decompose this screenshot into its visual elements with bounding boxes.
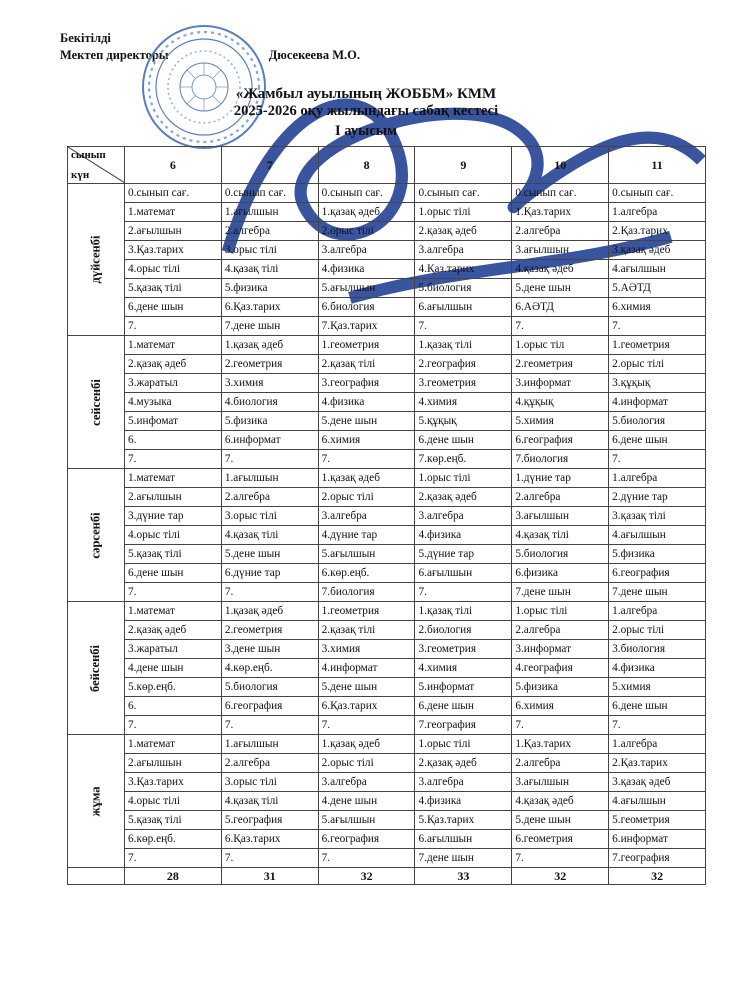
lesson-cell: 5.биология: [221, 678, 318, 697]
lesson-cell: 2.қазақ әдеб: [415, 754, 512, 773]
lesson-cell: 2.Қаз.тарих: [609, 222, 706, 241]
lesson-cell: 1.алгебра: [609, 469, 706, 488]
lesson-cell: 7.биология: [512, 450, 609, 469]
lesson-cell: 5.химия: [512, 412, 609, 431]
lesson-cell: 5.информат: [415, 678, 512, 697]
table-row: [68, 393, 706, 412]
lesson-cell: 1.алгебра: [609, 203, 706, 222]
lesson-cell: 4.ағылшын: [609, 526, 706, 545]
lesson-cell: 2.қазақ тілі: [318, 355, 415, 374]
lesson-cell: 3.алгебра: [318, 241, 415, 260]
lesson-cell: 5.физика: [512, 678, 609, 697]
lesson-cell: 4.көр.еңб.: [221, 659, 318, 678]
lesson-cell: 4.музыка: [125, 393, 222, 412]
lesson-cell: 2.қазақ тілі: [318, 621, 415, 640]
lesson-cell: 0.сынып сағ.: [609, 184, 706, 203]
class-header: 6: [125, 147, 222, 184]
table-row: [68, 203, 706, 222]
lesson-cell: 2.орыс тілі: [609, 621, 706, 640]
lesson-cell: 7.Қаз.тарих: [318, 317, 415, 336]
day-label: сейсенбі: [88, 378, 103, 426]
lesson-cell: 2.алгебра: [221, 222, 318, 241]
lesson-cell: 4.қазақ тілі: [221, 260, 318, 279]
lesson-cell: 6.көр.еңб.: [318, 564, 415, 583]
lesson-cell: 2.орыс тілі: [318, 222, 415, 241]
lesson-cell: 6.ағылшын: [415, 830, 512, 849]
lesson-cell: 7.дене шын: [609, 583, 706, 602]
lesson-cell: 7.: [318, 849, 415, 868]
table-row: [68, 792, 706, 811]
lesson-cell: 1.қазақ әдеб: [221, 336, 318, 355]
lesson-cell: 7.: [221, 583, 318, 602]
lesson-cell: 1.Қаз.тарих: [512, 735, 609, 754]
lesson-cell: 1.қазақ әдеб: [318, 203, 415, 222]
table-row: [68, 184, 706, 203]
lesson-cell: 7.: [221, 849, 318, 868]
lesson-cell: 6.дене шын: [609, 697, 706, 716]
lesson-cell: 2.алгебра: [221, 754, 318, 773]
lesson-cell: 1.орыс тілі: [415, 735, 512, 754]
lesson-cell: 1.қазақ тілі: [415, 602, 512, 621]
lesson-cell: 1.математ: [125, 336, 222, 355]
lesson-cell: 3.алгебра: [415, 773, 512, 792]
lesson-cell: 7.дене шын: [221, 317, 318, 336]
day-cell: [68, 735, 125, 868]
lesson-cell: 6.ағылшын: [415, 564, 512, 583]
lesson-cell: 7.география: [415, 716, 512, 735]
lesson-cell: 4.қазақ тілі: [221, 792, 318, 811]
lesson-cell: 6.көр.еңб.: [125, 830, 222, 849]
lesson-cell: 3.орыс тілі: [221, 507, 318, 526]
lesson-cell: 1.орыс тіл: [512, 336, 609, 355]
table-row: [68, 336, 706, 355]
table-row: [68, 697, 706, 716]
corner-day-label: күн: [71, 169, 90, 181]
lesson-cell: 4.физика: [318, 260, 415, 279]
lesson-cell: 7.: [125, 849, 222, 868]
table-row: [68, 412, 706, 431]
lesson-cell: 7.: [125, 716, 222, 735]
lesson-cell: 3.алгебра: [415, 241, 512, 260]
lesson-cell: 1.орыс тілі: [512, 602, 609, 621]
table-row: [68, 716, 706, 735]
lesson-cell: 5.қазақ тілі: [125, 545, 222, 564]
lesson-cell: 3.география: [318, 374, 415, 393]
lesson-cell: 6.химия: [318, 431, 415, 450]
lesson-cell: 4.химия: [415, 393, 512, 412]
lesson-cell: 4.ағылшын: [609, 260, 706, 279]
director-label: Мектеп директоры: [60, 48, 169, 62]
lesson-cell: 3.ағылшын: [512, 241, 609, 260]
table-row: [68, 469, 706, 488]
lesson-cell: 6.дене шын: [125, 564, 222, 583]
table-row: [68, 488, 706, 507]
lesson-cell: 4.орыс тілі: [125, 792, 222, 811]
lesson-cell: 4.химия: [415, 659, 512, 678]
lesson-cell: 6.Қаз.тарих: [221, 298, 318, 317]
lesson-cell: 5.көр.еңб.: [125, 678, 222, 697]
lesson-cell: 4.қазақ тілі: [512, 526, 609, 545]
lesson-cell: 3.ағылшын: [512, 773, 609, 792]
lesson-cell: 4.ағылшын: [609, 792, 706, 811]
lesson-cell: 6.дене шын: [415, 697, 512, 716]
lesson-cell: 2.орыс тілі: [609, 355, 706, 374]
lesson-cell: 2.қазақ әдеб: [415, 488, 512, 507]
lesson-cell: 6.география: [221, 697, 318, 716]
lesson-cell: 2.қазақ әдеб: [125, 355, 222, 374]
lesson-cell: 5.Қаз.тарих: [415, 811, 512, 830]
lesson-cell: 2.ағылшын: [125, 488, 222, 507]
lesson-cell: 3.биология: [609, 640, 706, 659]
total-cell: 32: [318, 868, 415, 885]
lesson-cell: 3.геометрия: [415, 640, 512, 659]
lesson-cell: 0.сынып сағ.: [318, 184, 415, 203]
shift-title: I ауысым: [335, 123, 397, 139]
lesson-cell: 7.: [512, 849, 609, 868]
table-row: [68, 830, 706, 849]
table-row: [68, 222, 706, 241]
corner-class-label: сынып: [71, 149, 106, 161]
table-row: [68, 811, 706, 830]
day-cell: [68, 336, 125, 469]
lesson-cell: 1.геометрия: [609, 336, 706, 355]
lesson-cell: 6.АӘТД: [512, 298, 609, 317]
class-header: 8: [318, 147, 415, 184]
schedule-title: 2025-2026 оқу жылындағы сабақ кестесі: [233, 103, 499, 119]
lesson-cell: 6.география: [609, 564, 706, 583]
lesson-cell: 7.: [318, 716, 415, 735]
lesson-cell: 5.физика: [221, 412, 318, 431]
totals-label-cell: [68, 868, 125, 885]
lesson-cell: 2.биология: [415, 621, 512, 640]
lesson-cell: 1.алгебра: [609, 602, 706, 621]
lesson-cell: 6.Қаз.тарих: [318, 697, 415, 716]
lesson-cell: 2.ағылшын: [125, 222, 222, 241]
lesson-cell: 5.құқық: [415, 412, 512, 431]
table-row: [68, 564, 706, 583]
lesson-cell: 2.геометрия: [221, 621, 318, 640]
lesson-cell: 7.: [609, 450, 706, 469]
lesson-cell: 3.қазақ әдеб: [609, 773, 706, 792]
lesson-cell: 3.информат: [512, 374, 609, 393]
corner-cell: [68, 147, 125, 184]
table-row: [68, 450, 706, 469]
lesson-cell: 2.қазақ әдеб: [415, 222, 512, 241]
lesson-cell: 1.математ: [125, 735, 222, 754]
totals-row: [68, 868, 706, 885]
lesson-cell: 2.қазақ әдеб: [125, 621, 222, 640]
lesson-cell: 3.химия: [318, 640, 415, 659]
lesson-cell: 5.биология: [609, 412, 706, 431]
lesson-cell: 1.ағылшын: [221, 203, 318, 222]
table-row: [68, 583, 706, 602]
lesson-cell: 4.қазақ тілі: [221, 526, 318, 545]
lesson-cell: 7.: [415, 317, 512, 336]
lesson-cell: 3.дүние тар: [125, 507, 222, 526]
lesson-cell: 5.география: [221, 811, 318, 830]
lesson-cell: 3.жаратыл: [125, 640, 222, 659]
lesson-cell: 1.орыс тілі: [415, 469, 512, 488]
lesson-cell: 0.сынып сағ.: [415, 184, 512, 203]
lesson-cell: 3.ағылшын: [512, 507, 609, 526]
lesson-cell: 2.география: [415, 355, 512, 374]
lesson-cell: 4.биология: [221, 393, 318, 412]
lesson-cell: 7.: [125, 583, 222, 602]
lesson-cell: 2.дүние тар: [609, 488, 706, 507]
table-row: [68, 754, 706, 773]
lesson-cell: 6.химия: [512, 697, 609, 716]
lesson-cell: 4.орыс тілі: [125, 260, 222, 279]
lesson-cell: 7.: [512, 317, 609, 336]
lesson-cell: 2.алгебра: [512, 754, 609, 773]
lesson-cell: 4.дүние тар: [318, 526, 415, 545]
table-row: [68, 298, 706, 317]
lesson-cell: 6.биология: [318, 298, 415, 317]
table-row: [68, 260, 706, 279]
lesson-cell: 7.: [609, 716, 706, 735]
lesson-cell: 7.көр.еңб.: [415, 450, 512, 469]
lesson-cell: 7.: [125, 450, 222, 469]
lesson-cell: 5.дене шын: [512, 811, 609, 830]
day-cell: [68, 602, 125, 735]
lesson-cell: 0.сынып сағ.: [512, 184, 609, 203]
lesson-cell: 5.дене шын: [318, 678, 415, 697]
lesson-cell: 1.дүние тар: [512, 469, 609, 488]
class-header: 10: [512, 147, 609, 184]
lesson-cell: 4.физика: [609, 659, 706, 678]
lesson-cell: 4.орыс тілі: [125, 526, 222, 545]
lesson-cell: 3.алгебра: [318, 507, 415, 526]
lesson-cell: 1.геометрия: [318, 336, 415, 355]
lesson-cell: 4.құқық: [512, 393, 609, 412]
lesson-cell: 1.қазақ әдеб: [221, 602, 318, 621]
table-row: [68, 659, 706, 678]
table-row: [68, 374, 706, 393]
class-header: 7: [221, 147, 318, 184]
lesson-cell: 0.сынып сағ.: [125, 184, 222, 203]
lesson-cell: 6.геометрия: [512, 830, 609, 849]
lesson-cell: 2.алгебра: [512, 488, 609, 507]
lesson-cell: 3.құқық: [609, 374, 706, 393]
lesson-cell: 5.ағылшын: [318, 545, 415, 564]
header-row: [68, 147, 706, 184]
lesson-cell: 4.физика: [415, 526, 512, 545]
approved-label: Бекітілді: [60, 31, 111, 45]
table-row: [68, 431, 706, 450]
lesson-cell: 3.қазақ тілі: [609, 507, 706, 526]
lesson-cell: 5.қазақ тілі: [125, 811, 222, 830]
lesson-cell: 7.география: [609, 849, 706, 868]
lesson-cell: 3.геометрия: [415, 374, 512, 393]
lesson-cell: 5.физика: [221, 279, 318, 298]
lesson-cell: 2.ағылшын: [125, 754, 222, 773]
lesson-cell: 1.қазақ әдеб: [318, 735, 415, 754]
lesson-cell: 3.алгебра: [318, 773, 415, 792]
lesson-cell: 4.физика: [415, 792, 512, 811]
lesson-cell: 7.: [125, 317, 222, 336]
lesson-cell: 6.география: [318, 830, 415, 849]
lesson-cell: 5.дүние тар: [415, 545, 512, 564]
lesson-cell: 1.орыс тілі: [415, 203, 512, 222]
total-cell: 32: [609, 868, 706, 885]
lesson-cell: 2.орыс тілі: [318, 488, 415, 507]
table-row: [68, 241, 706, 260]
lesson-cell: 4.география: [512, 659, 609, 678]
day-cell: [68, 469, 125, 602]
lesson-cell: 1.математ: [125, 203, 222, 222]
total-cell: 28: [125, 868, 222, 885]
total-cell: 31: [221, 868, 318, 885]
lesson-cell: 5.қазақ тілі: [125, 279, 222, 298]
table-row: [68, 640, 706, 659]
lesson-cell: 5.физика: [609, 545, 706, 564]
lesson-cell: 3.қазақ әдеб: [609, 241, 706, 260]
schedule-table: [67, 146, 706, 885]
lesson-cell: 4.информат: [609, 393, 706, 412]
lesson-cell: 7.: [221, 716, 318, 735]
table-row: [68, 545, 706, 564]
lesson-cell: 6.: [125, 431, 222, 450]
table-row: [68, 602, 706, 621]
lesson-cell: 3.информат: [512, 640, 609, 659]
lesson-cell: 4.дене шын: [125, 659, 222, 678]
lesson-cell: 7.: [609, 317, 706, 336]
lesson-cell: 4.информат: [318, 659, 415, 678]
table-row: [68, 355, 706, 374]
table-row: [68, 621, 706, 640]
lesson-cell: 6.география: [512, 431, 609, 450]
lesson-cell: 6.: [125, 697, 222, 716]
lesson-cell: 2.алгебра: [512, 621, 609, 640]
lesson-cell: 1.қазақ әдеб: [318, 469, 415, 488]
lesson-cell: 5.химия: [609, 678, 706, 697]
lesson-cell: 0.сынып сағ.: [221, 184, 318, 203]
lesson-cell: 5.геометрия: [609, 811, 706, 830]
lesson-cell: 3.орыс тілі: [221, 241, 318, 260]
lesson-cell: 1.математ: [125, 602, 222, 621]
class-header: 9: [415, 147, 512, 184]
total-cell: 33: [415, 868, 512, 885]
day-cell: [68, 184, 125, 336]
day-label: дүйсенбі: [88, 235, 103, 284]
lesson-cell: 5.дене шын: [318, 412, 415, 431]
lesson-cell: 3.химия: [221, 374, 318, 393]
lesson-cell: 6.химия: [609, 298, 706, 317]
lesson-cell: 4.қазақ әдеб: [512, 260, 609, 279]
lesson-cell: 2.алгебра: [512, 222, 609, 241]
lesson-cell: 6.ағылшын: [415, 298, 512, 317]
school-title: «Жамбыл ауылының ЖОББМ» КММ: [235, 86, 497, 102]
lesson-cell: 5.биология: [512, 545, 609, 564]
lesson-cell: 5.биология: [415, 279, 512, 298]
lesson-cell: 7.: [221, 450, 318, 469]
lesson-cell: 3.Қаз.тарих: [125, 241, 222, 260]
lesson-cell: 2.орыс тілі: [318, 754, 415, 773]
lesson-cell: 3.алгебра: [415, 507, 512, 526]
lesson-cell: 7.дене шын: [415, 849, 512, 868]
lesson-cell: 1.қазақ тілі: [415, 336, 512, 355]
lesson-cell: 3.дене шын: [221, 640, 318, 659]
lesson-cell: 3.жаратыл: [125, 374, 222, 393]
lesson-cell: 6.дене шын: [609, 431, 706, 450]
table-row: [68, 526, 706, 545]
lesson-cell: 3.орыс тілі: [221, 773, 318, 792]
lesson-cell: 2.геометрия: [221, 355, 318, 374]
lesson-cell: 1.математ: [125, 469, 222, 488]
lesson-cell: 1.геометрия: [318, 602, 415, 621]
lesson-cell: 5.ағылшын: [318, 279, 415, 298]
lesson-cell: 5.дене шын: [512, 279, 609, 298]
day-label: сәрсенбі: [88, 511, 103, 559]
table-row: [68, 279, 706, 298]
lesson-cell: 1.ағылшын: [221, 735, 318, 754]
lesson-cell: 6.дене шын: [125, 298, 222, 317]
lesson-cell: 1.Қаз.тарих: [512, 203, 609, 222]
lesson-cell: 5.ағылшын: [318, 811, 415, 830]
lesson-cell: 6.дене шын: [415, 431, 512, 450]
lesson-cell: 5.инфомат: [125, 412, 222, 431]
lesson-cell: 6.информат: [221, 431, 318, 450]
lesson-cell: 3.Қаз.тарих: [125, 773, 222, 792]
table-row: [68, 317, 706, 336]
lesson-cell: 7.: [318, 450, 415, 469]
lesson-cell: 6.физика: [512, 564, 609, 583]
total-cell: 32: [512, 868, 609, 885]
director-name: Дюсекеева М.О.: [268, 48, 360, 62]
day-label: бейсенбі: [88, 644, 103, 692]
lesson-cell: 7.дене шын: [512, 583, 609, 602]
class-header: 11: [609, 147, 706, 184]
lesson-cell: 6.Қаз.тарих: [221, 830, 318, 849]
day-label: жұма: [88, 786, 103, 816]
lesson-cell: 7.: [512, 716, 609, 735]
lesson-cell: 2.алгебра: [221, 488, 318, 507]
lesson-cell: 2.геометрия: [512, 355, 609, 374]
lesson-cell: 6.информат: [609, 830, 706, 849]
lesson-cell: 4.қазақ әдеб: [512, 792, 609, 811]
lesson-cell: 7.: [415, 583, 512, 602]
lesson-cell: 6.дүние тар: [221, 564, 318, 583]
table-row: [68, 735, 706, 754]
lesson-cell: 5.дене шын: [221, 545, 318, 564]
table-row: [68, 507, 706, 526]
table-row: [68, 678, 706, 697]
lesson-cell: 2.Қаз.тарих: [609, 754, 706, 773]
lesson-cell: 4.дене шын: [318, 792, 415, 811]
lesson-cell: 7.биология: [318, 583, 415, 602]
table-row: [68, 773, 706, 792]
lesson-cell: 4.физика: [318, 393, 415, 412]
lesson-cell: 1.ағылшын: [221, 469, 318, 488]
table-row: [68, 849, 706, 868]
lesson-cell: 4.Қаз.тарих: [415, 260, 512, 279]
lesson-cell: 5.АӘТД: [609, 279, 706, 298]
lesson-cell: 1.алгебра: [609, 735, 706, 754]
